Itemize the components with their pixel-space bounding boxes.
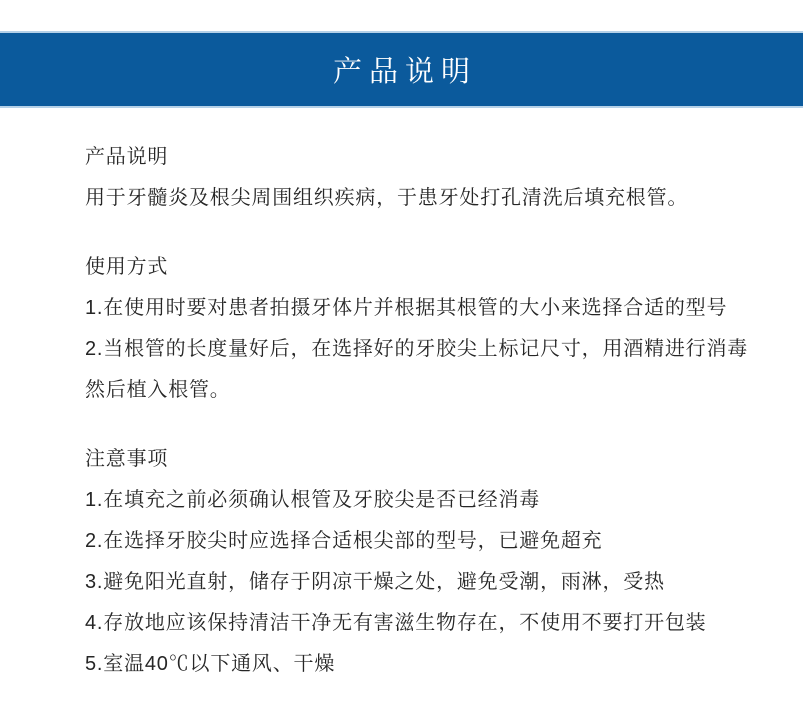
usage-step-2: 2.当根管的长度量好后，在选择好的牙胶尖上标记尺寸，用酒精进行消毒然后植入根管。 xyxy=(85,338,749,401)
section-usage xyxy=(85,247,755,411)
page-title: 产品说明 xyxy=(332,56,477,88)
header-banner xyxy=(0,31,803,108)
section-precautions xyxy=(85,439,755,685)
section-heading-precautions: 注意事项 xyxy=(85,448,169,470)
precaution-2: 2.在选择牙胶尖时应选择合适根尖部的型号，已避免超充 xyxy=(85,530,603,552)
precaution-5: 5.室温40℃以下通风、干燥 xyxy=(85,653,336,675)
precaution-3: 3.避免阳光直射，储存于阴凉干燥之处，避免受潮，雨淋，受热 xyxy=(85,571,665,593)
usage-step-1: 1.在使用时要对患者拍摄牙体片并根据其根管的大小来选择合适的型号 xyxy=(85,297,728,319)
precaution-1: 1.在填充之前必须确认根管及牙胶尖是否已经消毒 xyxy=(85,489,541,511)
content-area xyxy=(85,137,755,685)
product-description-text: 用于牙髓炎及根尖周围组织疾病，于患牙处打孔清洗后填充根管。 xyxy=(85,187,689,209)
section-heading-usage: 使用方式 xyxy=(85,256,169,278)
precaution-4: 4.存放地应该保持清洁干净无有害滋生物存在，不使用不要打开包装 xyxy=(85,612,707,634)
section-product-description xyxy=(85,137,755,219)
section-heading-product-description: 产品说明 xyxy=(85,146,169,168)
